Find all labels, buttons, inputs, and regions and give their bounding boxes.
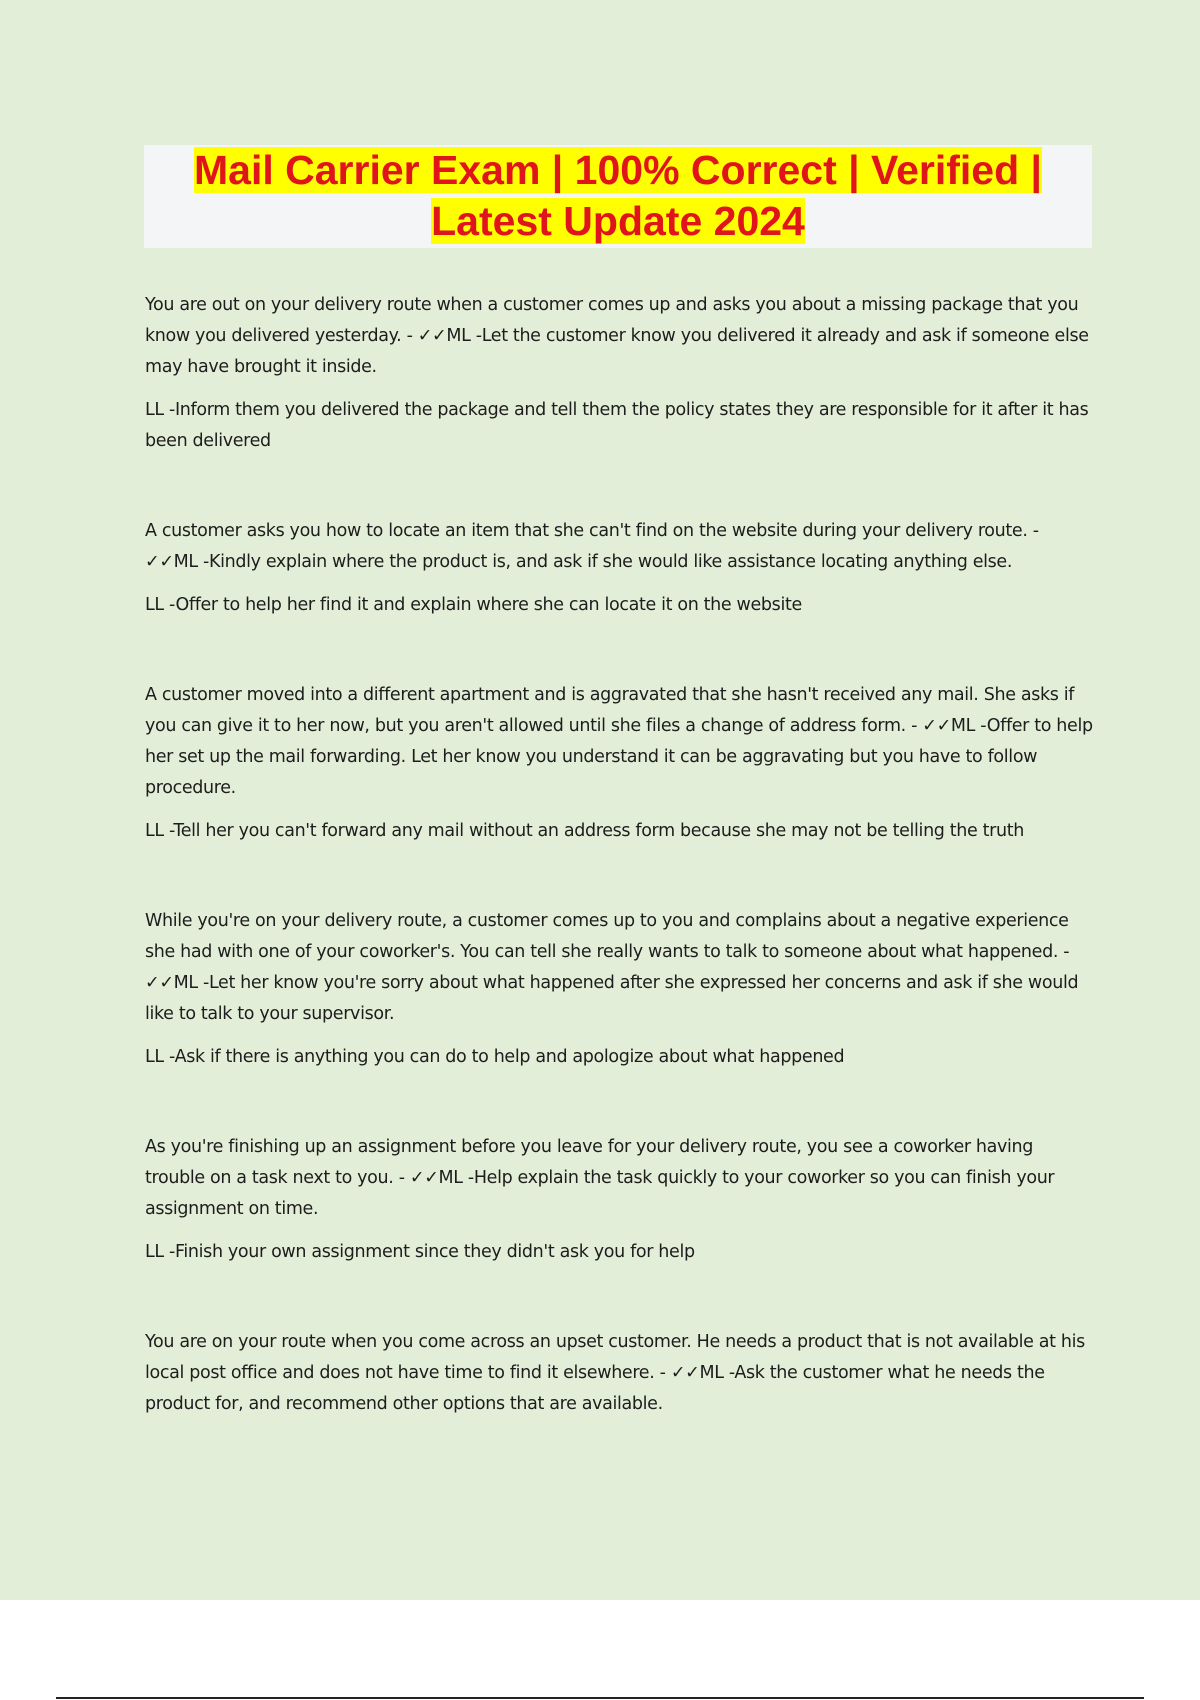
ll-answer-text: LL -Tell her you can't forward any mail without an address form because she may not be telling the truth — [145, 821, 1025, 841]
qa-list — [145, 290, 1095, 1420]
question-text: You are on your route when you come across an upset customer. He needs a product that is not available at his local post office and does not have time to find it elsewhere. - ✓✓ML -Ask the customer what he needs the product for, and recommend other options that are available. — [145, 1332, 1085, 1414]
title-line-1: Mail Carrier Exam | 100% Correct | Verified | — [194, 147, 1042, 193]
ll-answer-text: LL -Inform them you delivered the package and tell them the policy states they are responsible for it after it has been delivered — [145, 400, 1089, 451]
qa-item-6 — [145, 1327, 1095, 1420]
qa-item-5 — [145, 1132, 1095, 1268]
qa-item-3 — [145, 680, 1095, 847]
question-text: As you're finishing up an assignment before you leave for your delivery route, you see a coworker having trouble on a task next to you. - ✓✓ML -Help explain the task quickly to your coworker so you can finish your assignment on time. — [145, 1137, 1055, 1219]
ll-answer-text: LL -Ask if there is anything you can do to help and apologize about what happened — [145, 1047, 845, 1067]
question-text: While you're on your delivery route, a customer comes up to you and complains about a negative experience she had with one of your coworker's. You can tell she really wants to talk to someone about what happened. - ✓✓ML -Let her know you're sorry about what happened after she expressed her concerns and ask if she would like to talk to your supervisor. — [145, 911, 1079, 1024]
question-text: A customer moved into a different apartment and is aggravated that she hasn't received any mail. She asks if you can give it to her now, but you aren't allowed until she files a change of address form. - ✓✓ML -Offer to help her set up the mail forwarding. Let her know you understand it can be aggravating but you have to follow procedure. — [145, 685, 1093, 798]
title-box — [144, 145, 1092, 248]
title-line-2: Latest Update 2024 — [431, 198, 805, 244]
qa-item-2 — [145, 516, 1095, 621]
question-text: A customer asks you how to locate an item that she can't find on the website during your delivery route. - ✓✓ML -Kindly explain where the product is, and ask if she would like assistance locating anything else. — [145, 521, 1039, 572]
footer-divider — [56, 1697, 1144, 1699]
page-title — [144, 145, 1092, 247]
ll-answer-text: LL -Offer to help her find it and explain where she can locate it on the website — [145, 595, 802, 615]
qa-item-1 — [145, 290, 1095, 457]
question-text: You are out on your delivery route when a customer comes up and asks you about a missing package that you know you delivered yesterday. - ✓✓ML -Let the customer know you delivered it already and ask if someone else may have brought it inside. — [145, 295, 1089, 377]
ll-answer-text: LL -Finish your own assignment since they didn't ask you for help — [145, 1242, 695, 1262]
qa-item-4 — [145, 906, 1095, 1073]
